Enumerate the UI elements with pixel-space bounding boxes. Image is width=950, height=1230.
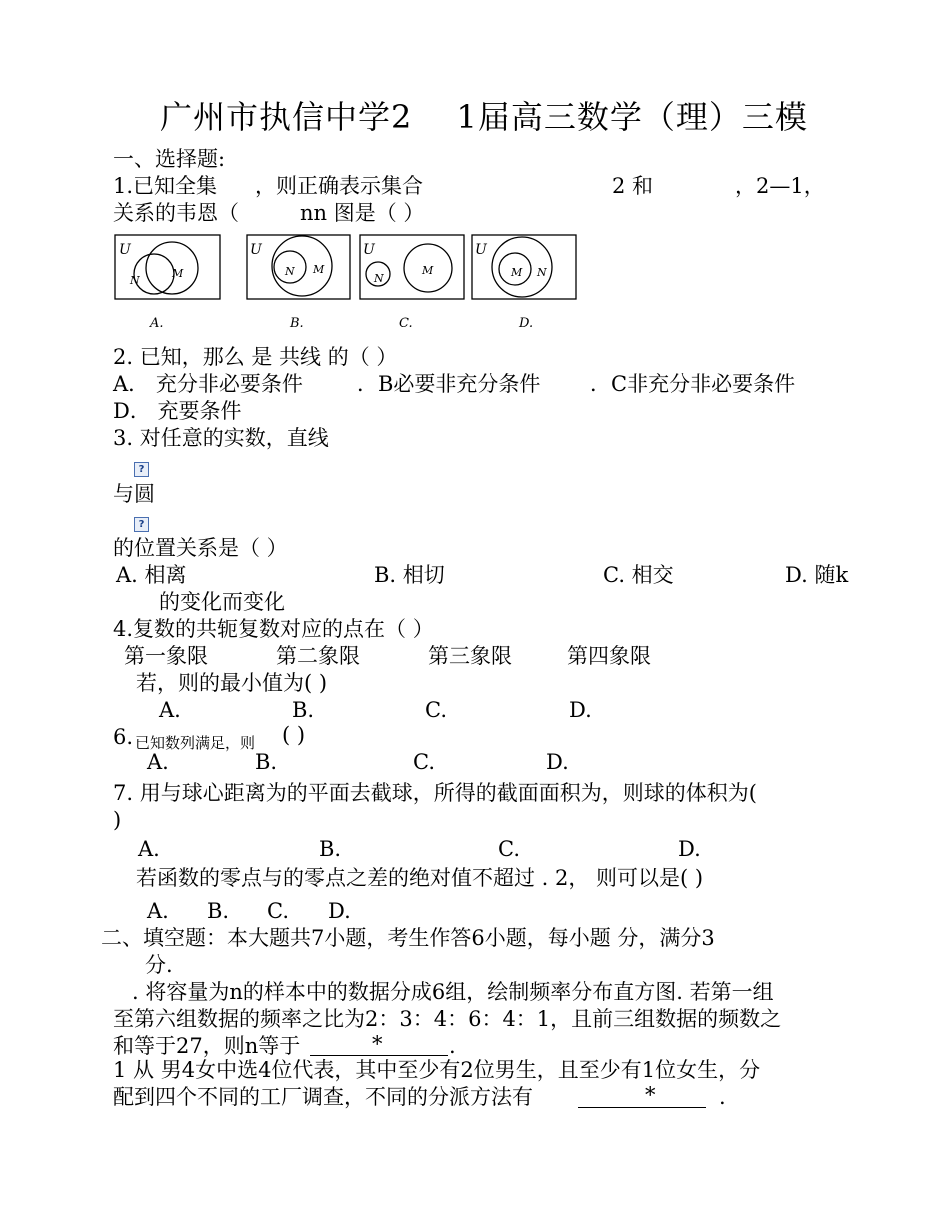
venn-d-n-label: N	[537, 266, 547, 279]
q6-option-c: C.	[413, 750, 435, 774]
venn-c-m-label: M	[422, 264, 434, 277]
missing-image-icon: ?	[134, 462, 149, 477]
q3-option-a: A. 相离	[116, 563, 187, 587]
q2-stem: 2. 已知，那么 是 共线 的（ ）	[113, 345, 398, 369]
venn-option-c: C.	[399, 316, 413, 331]
venn-d-u-label: U	[475, 242, 487, 258]
q2-option-a: A． 充分非必要条件	[113, 372, 303, 396]
q2-option-d: D． 充要条件	[113, 399, 242, 423]
q7-option-c: C.	[498, 837, 520, 861]
q8-option-a: A.	[147, 899, 169, 923]
venn-b-m-label: M	[313, 263, 325, 276]
section-heading-fill-cont: 分.	[145, 953, 173, 977]
q9-answer-blank[interactable]: *	[372, 1032, 383, 1056]
venn-a-m-label: M	[172, 267, 184, 280]
venn-option-a: A.	[150, 316, 164, 331]
section-heading-choice: 一、选择题:	[113, 147, 226, 171]
q5-stem: 若，则的最小值为( )	[136, 671, 328, 695]
q7-option-a: A.	[138, 837, 160, 861]
q10-line-1: 1 从 男4女中选4位代表，其中至少有2位男生，且至少有1位女生，分	[113, 1058, 761, 1082]
q6-option-d: D.	[546, 750, 569, 774]
q9-line-2: 至第六组数据的频率之比为2：3：4：6：4：1，且前三组数据的频数之	[113, 1007, 782, 1031]
q4-option-b: 第二象限	[276, 644, 360, 668]
q6-paren: ( )	[282, 723, 306, 747]
q3-stem: 3. 对任意的实数，直线	[113, 426, 329, 450]
q9-line-3: 和等于27，则n等于	[113, 1034, 301, 1058]
q1-text-c: 2 和	[612, 174, 654, 198]
q3-option-d-cont: 的变化而变化	[159, 590, 285, 614]
q1-text-e: 关系的韦恩（	[113, 201, 239, 225]
q3-stem-end: 的位置关系是（ ）	[113, 536, 288, 560]
q1-text-d: ，2—1，	[735, 174, 825, 198]
venn-c-n-label: N	[374, 272, 384, 285]
q2-option-c: ．C非充分非必要条件	[590, 372, 796, 396]
q5-option-c: C.	[425, 698, 447, 722]
q10-answer-blank[interactable]: *	[645, 1083, 656, 1107]
q4-option-d: 第四象限	[567, 644, 651, 668]
missing-image-icon: ?	[134, 517, 149, 532]
q9-end: .	[449, 1034, 456, 1058]
q10-end: .	[719, 1085, 726, 1109]
q8-option-b: B.	[207, 899, 230, 923]
q6-option-b: B.	[255, 750, 278, 774]
q8-stem: 若函数的零点与的零点之差的绝对值不超过 . 2， 则可以是( )	[136, 866, 704, 890]
q7-option-d: D.	[678, 837, 701, 861]
q10-line-2: 配到四个不同的工厂调查，不同的分派方法有	[113, 1085, 533, 1109]
q7-stem: 7. 用与球心距离为的平面去截球，所得的截面面积为，则球的体积为(	[113, 781, 757, 805]
q3-option-c: C. 相交	[603, 563, 674, 587]
q7-option-b: B.	[319, 837, 342, 861]
q8-option-d: D.	[328, 899, 351, 923]
q7-stem-end: )	[113, 808, 122, 832]
q9-line-1: . 将容量为n的样本中的数据分成6组，绘制频率分布直方图. 若第一组	[132, 980, 774, 1004]
venn-option-d: D.	[519, 316, 534, 331]
venn-c-u-label: U	[363, 242, 375, 258]
q1-text-f: nn 图是（ ）	[300, 201, 425, 225]
section-heading-fill: 二、填空题：本大题共7小题，考生作答6小题，每小题 分，满分3	[101, 926, 715, 950]
venn-d-m-label: M	[511, 266, 523, 279]
venn-a-n-label: N	[130, 274, 140, 287]
q3-option-b: B. 相切	[374, 563, 445, 587]
venn-b-n-label: N	[285, 265, 295, 278]
q6-option-a: A.	[147, 750, 169, 774]
q3-option-d: D. 随k	[785, 563, 849, 587]
q4-option-a: 第一象限	[124, 644, 208, 668]
q8-option-c: C.	[267, 899, 289, 923]
q6-number: 6.	[113, 725, 134, 749]
q9-answer-underline	[310, 1055, 448, 1056]
page-title: 广州市执信中学2 1届高三数学（理）三模	[160, 98, 808, 136]
venn-a-u-label: U	[119, 242, 131, 258]
q10-answer-underline	[578, 1107, 706, 1108]
q3-stem-middle: 与圆	[113, 482, 155, 506]
q1-text-a: 1.已知全集	[113, 174, 218, 198]
venn-option-b: B.	[290, 316, 304, 331]
q1-text-b: ，则正确表示集合	[255, 174, 423, 198]
q6-stem: 已知数列满足，则	[135, 734, 256, 752]
q5-option-a: A.	[159, 698, 181, 722]
q4-stem: 4.复数的共轭复数对应的点在（ ）	[113, 617, 434, 641]
q5-option-d: D.	[569, 698, 592, 722]
q2-option-b: ．B必要非充分条件	[357, 372, 541, 396]
venn-b-u-label: U	[250, 242, 262, 258]
q4-option-c: 第三象限	[428, 644, 512, 668]
q5-option-b: B.	[292, 698, 315, 722]
